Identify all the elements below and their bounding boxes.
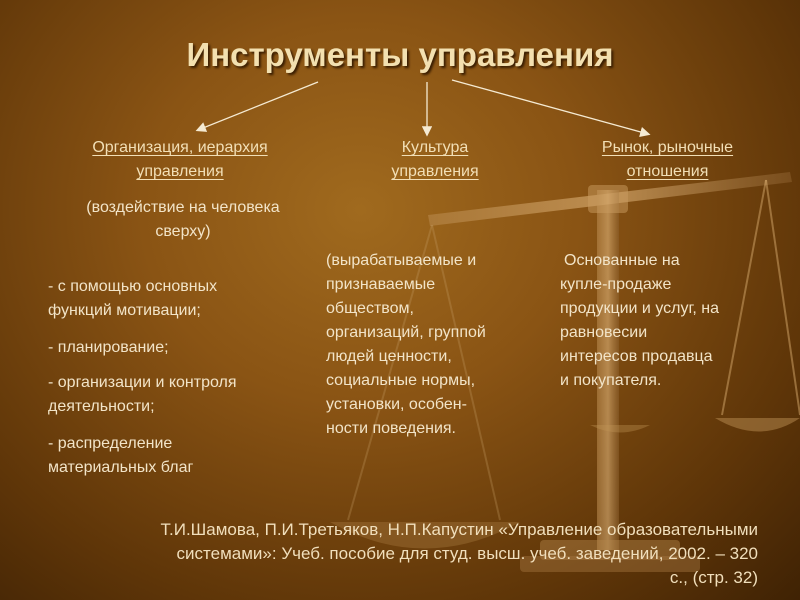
branch-market-body: Основанные на купле-продаже продукции и услуг, на равновесии интересов продавца и покупателя. [560,252,719,389]
branch-organization-subtitle: (воздействие на человека сверху) [86,199,280,240]
list-item: - распределение материальных благ [48,435,194,476]
list-item: - с помощью основных функций мотивации; [48,278,218,319]
page-title: Инструменты управления [186,36,614,73]
citation: Т.И.Шамова, П.И.Третьяков, Н.П.Капустин «Управление образовательными системами»: Учеб. пособие для студ. высш. учеб. заведений, 2002. – 320 с., (стр. 32) [160,520,758,587]
arrow-right [452,80,648,134]
list-item: - организации и контроля деятельности; [48,374,237,415]
arrow-left [198,82,318,130]
branch-market-heading: Рынок, рыночные отношения [601,139,734,180]
branch-culture-heading: Культура управления [391,139,479,180]
branch-culture-body: (вырабатываемые и признаваемые обществом, организаций, группой людей ценности, социальные нормы, установки, особен- ности поведения. [326,252,486,437]
branch-organization-heading: Организация, иерархия управления [92,139,268,180]
list-item: - планирование; [48,339,169,356]
